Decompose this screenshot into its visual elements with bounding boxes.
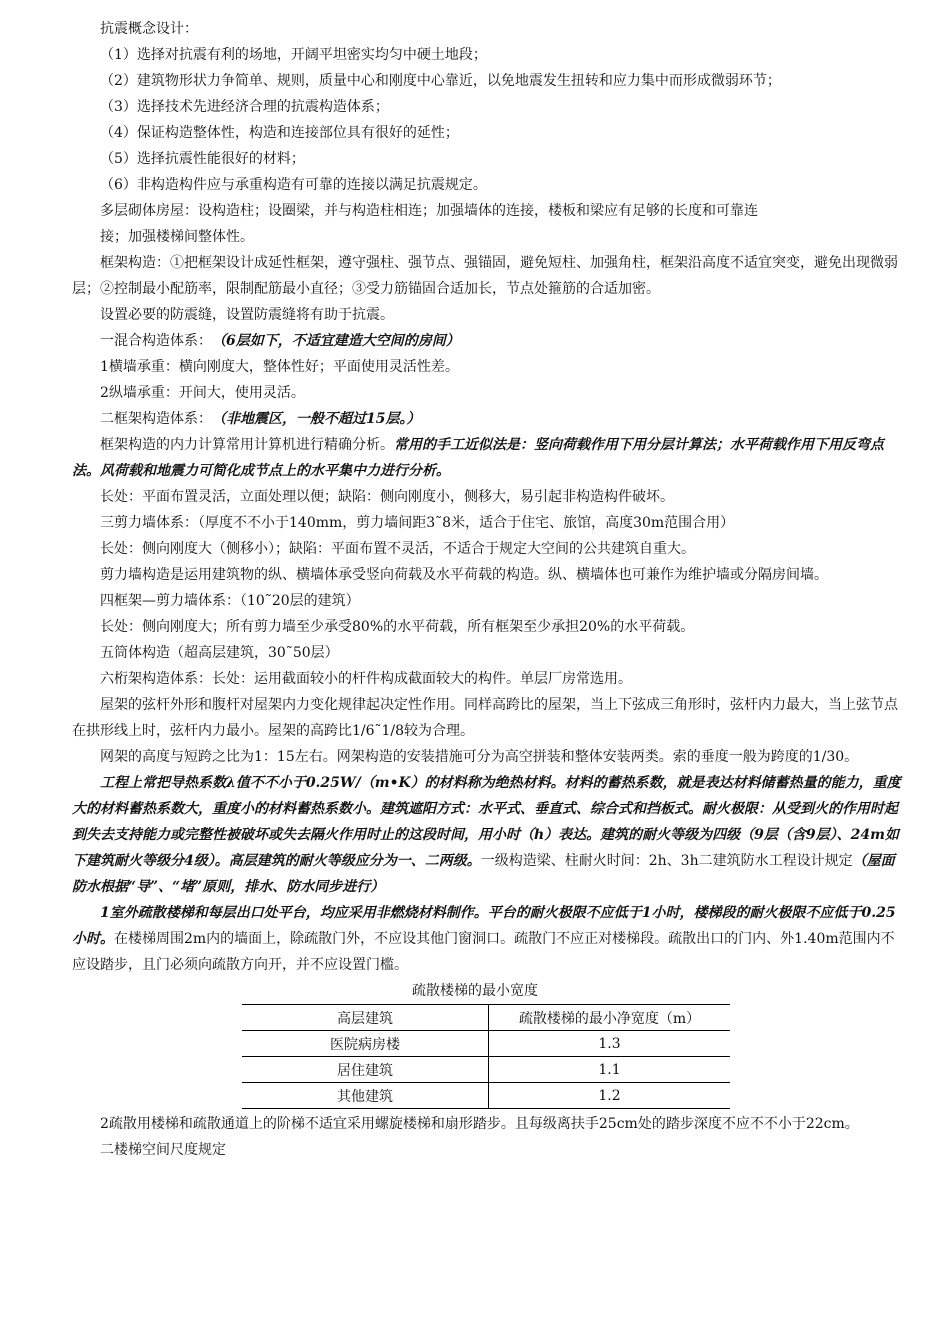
table-cell: 其他建筑 [242, 1083, 489, 1109]
section-heading [100, 328, 906, 354]
paragraph [72, 250, 906, 302]
paragraph: 长处：平面布置灵活，立面处理以便；缺陷：侧向刚度小，侧移大，易引起非构造构件破坏。 [100, 489, 674, 505]
paragraph-text: 2疏散用楼梯和疏散通道上的阶梯不适宜采用螺旋楼梯和扇形踏步。且每级离扶手25cm处的踏步深度不应不不小于22cm。 [100, 1116, 859, 1132]
table-row [242, 1031, 730, 1057]
table-cell: 1.1 [489, 1057, 731, 1083]
paragraph [100, 198, 906, 250]
section-title: 二框架构造体系： [100, 411, 212, 427]
heading-seismic-concept: 抗震概念设计： [100, 21, 198, 37]
paragraph-text: 屋架的弦杆外形和腹杆对屋架内力变化规律起决定性作用。同样高跨比的屋架，当上下弦成三角形时，弦杆内力最大，当上弦节点在拱形线上时，弦杆内力最小。屋架的高跨比1/6˜1/8较为合理。 [72, 697, 898, 739]
paragraph-text: 多层砌体房屋：设构造柱；设圈梁，并与构造柱相连；加强墙体的连接，楼板和梁应有足够的长度和可靠连 [100, 203, 758, 219]
list-item: （4）保证构造整体性，构造和连接部位具有很好的延性； [100, 125, 459, 141]
table-cell: 1.2 [489, 1083, 731, 1109]
paragraph: 长处：侧向刚度大（侧移小）；缺陷：平面布置不灵活，不适合于规定大空间的公共建筑自重大。 [100, 541, 695, 557]
paragraph: 1横墙承重：横向刚度大，整体性好；平面使用灵活性差。 [100, 359, 459, 375]
paragraph-text: 框架构造的内力计算常用计算机进行精确分析。 [100, 437, 394, 453]
section-note: （6层如下，不适宜建造大空间的房间） [212, 333, 460, 349]
paragraph-emphasis: （屋面防水根据“导”、“堵”原则，排水、防水同步进行） [72, 853, 895, 895]
paragraph [72, 744, 906, 770]
paragraph-text: 框架构造：①把框架设计成延性框架，遵守强柱、强节点、强锚固，避免短柱、加强角柱，框架沿高度不适宜突变，避免出现微弱层；②控制最小配筋率，限制配筋最小直径；③受力筋锚固合适加长，节点处箍筋的合适加密。 [72, 255, 898, 297]
paragraph [72, 900, 906, 978]
paragraph-text: 网架的高度与短跨之比为1：15左右。网架构造的安装措施可分为高空拼装和整体安装两类。索的垂度一般为跨度的1/30。 [100, 749, 859, 765]
paragraph-emphasis: 工程上常把导热系数λ值不不小于0.25W/（m•K）的材料称为绝热材料。材料的蓄热系数，就是表达材料储蓄热量的能力，重度大的材料蓄热系数大，重度小的材料蓄热系数小。建筑遮阳方式：水平式、垂直式、综合式和挡板式。耐火极限：从受到火的作用时起到失去支持能力或完整性被破坏或失去隔火作用时止的这段时间，用小时（h）表达。建筑的耐火等级为四级（9层（含9层）、24m如下建筑耐火等级分4级）。高层建筑的耐火等级应分为一、二两级。 [72, 775, 901, 869]
list-item: （3）选择技术先进经济合理的抗震构造体系； [100, 99, 389, 115]
table-cell: 医院病房楼 [242, 1031, 489, 1057]
paragraph-text: 接；加强楼梯间整体性。 [100, 229, 254, 245]
paragraph-text: 剪力墙构造是运用建筑物的纵、横墙体承受竖向荷载及水平荷载的构造。纵、横墙体也可兼作为维护墙或分隔房间墙。 [100, 567, 828, 583]
paragraph [72, 770, 906, 900]
paragraph-emphasis: 1室外疏散楼梯和每层出口处平台，均应采用非燃烧材料制作。平台的耐火极限不应低于1小时，楼梯段的耐火极限不应低于0.25小时。 [72, 905, 896, 947]
table-header-cell: 高层建筑 [242, 1005, 489, 1031]
list-item: （1）选择对抗震有利的场地，开阔平坦密实均匀中硬土地段； [100, 47, 487, 63]
section-heading: 二楼梯空间尺度规定 [100, 1142, 226, 1158]
table-cell: 1.3 [489, 1031, 731, 1057]
table-row [242, 1083, 730, 1109]
section-heading: 六桁架构造体系：长处：运用截面较小的杆件构成截面较大的构件。单层厂房常选用。 [100, 671, 632, 687]
list-item: （2）建筑物形状力争简单、规则，质量中心和刚度中心靠近，以免地震发生扭转和应力集中而形成微弱环节； [100, 73, 781, 89]
paragraph: 长处：侧向刚度大；所有剪力墙至少承受80%的水平荷载，所有框架至少承担20%的水平荷载。 [100, 619, 695, 635]
table-header-cell: 疏散楼梯的最小净宽度（m） [489, 1005, 731, 1031]
paragraph [72, 1111, 906, 1137]
section-title: 一混合构造体系： [100, 333, 212, 349]
paragraph-text: 在楼梯周围2m内的墙面上，除疏散门外，不应设其他门窗洞口。疏散门不应正对楼梯段。疏散出口的门内、外1.40m范围内不应设踏步，且门必须向疏散方向开，并不应设置门槛。 [72, 931, 895, 973]
section-heading [100, 406, 906, 432]
paragraph: 设置必要的防震缝，设置防震缝将有助于抗震。 [100, 307, 394, 323]
paragraph [72, 692, 906, 744]
paragraph: 2纵墙承重：开间大，使用灵活。 [100, 385, 305, 401]
stair-width-table [242, 1004, 730, 1109]
section-heading: 五筒体构造（超高层建筑，30˜50层） [100, 645, 339, 661]
paragraph-emphasis: 常用的手工近似法是：竖向荷载作用下用分层计算法；水平荷载作用下用反弯点法。风荷载和地震力可简化成节点上的水平集中力进行分析。 [72, 437, 884, 479]
section-heading: 四框架—剪力墙体系：（10˜20层的建筑） [100, 593, 360, 609]
section-heading: 三剪力墙体系：（厚度不不小于140mm，剪力墙间距3˜8米，适合于住宅、旅馆，高度30m范围合用） [100, 515, 735, 531]
paragraph [72, 562, 906, 588]
paragraph [72, 432, 906, 484]
table-row [242, 1057, 730, 1083]
table-caption: 疏散楼梯的最小宽度 [412, 983, 538, 999]
section-note: （非地震区，一般不超过15层。） [212, 411, 421, 427]
paragraph-text: 一级构造梁、柱耐火时间：2h、3h二建筑防水工程设计规定 [480, 853, 853, 869]
list-item: （5）选择抗震性能很好的材料； [100, 151, 305, 167]
table-header-row [242, 1005, 730, 1031]
list-item: （6）非构造构件应与承重构造有可靠的连接以满足抗震规定。 [100, 177, 487, 193]
table-cell: 居住建筑 [242, 1057, 489, 1083]
